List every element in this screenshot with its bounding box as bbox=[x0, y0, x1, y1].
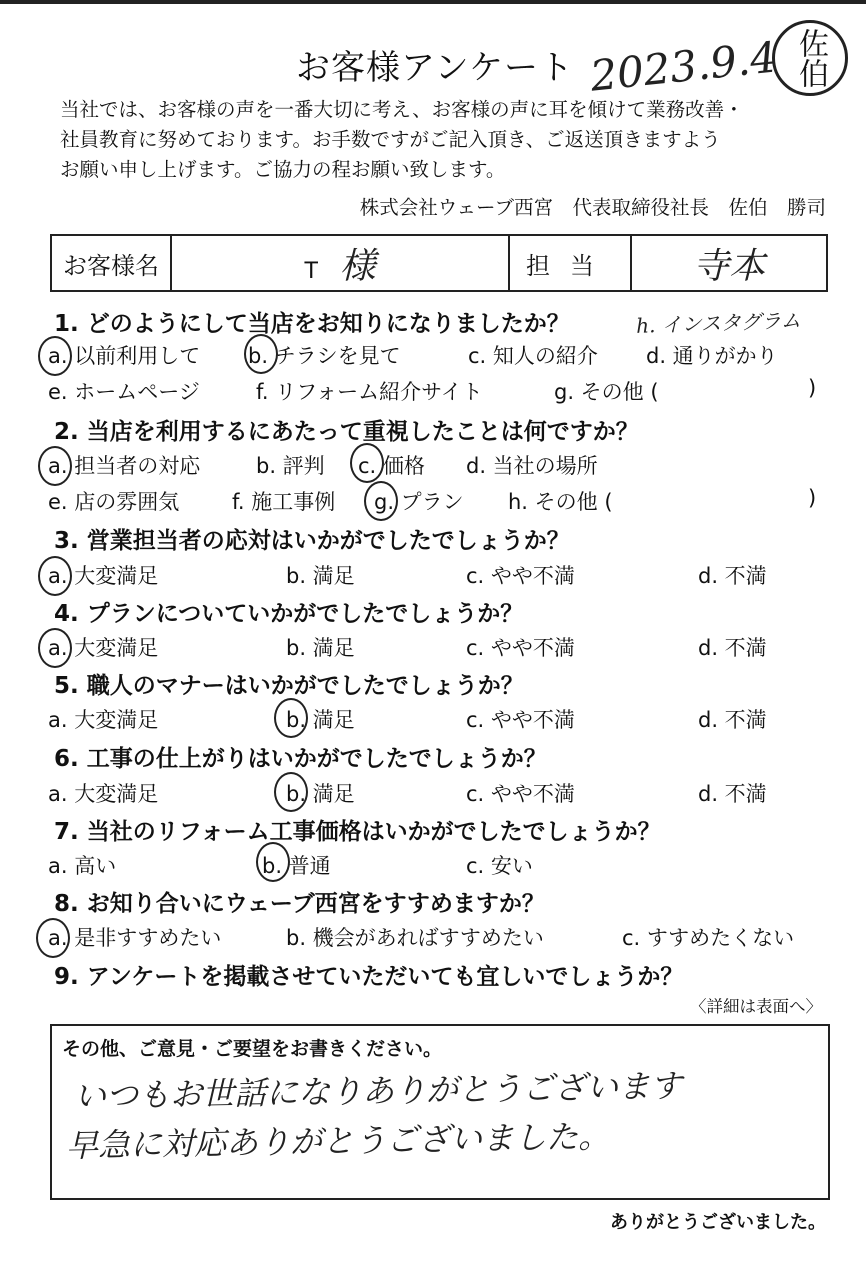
q8-option-c[interactable]: c. すすめたくない bbox=[622, 926, 795, 950]
q3-option-d[interactable]: d. 不満 bbox=[698, 564, 767, 588]
q7-b-circle-mark bbox=[256, 842, 290, 882]
top-border bbox=[0, 0, 866, 4]
q2-option-e[interactable]: e. 店の雰囲気 bbox=[48, 490, 180, 514]
q1-option-d[interactable]: d. 通りがかり bbox=[646, 344, 778, 368]
intro-line: 社員教育に努めております。お手数ですがご記入頂き、ご返送頂きますよう bbox=[60, 128, 721, 151]
staff-name: 寺本 bbox=[692, 245, 765, 287]
q1-close-paren: ) bbox=[808, 376, 817, 400]
q4-option-b[interactable]: b. 満足 bbox=[286, 636, 355, 660]
staff-label: 担当 bbox=[509, 235, 631, 291]
q2-option-f[interactable]: f. 施工事例 bbox=[232, 490, 336, 514]
q2-c-circle-mark bbox=[350, 443, 384, 483]
q6-option-a[interactable]: a. 大変満足 bbox=[48, 782, 159, 806]
q2-option-b[interactable]: b. 評判 bbox=[256, 454, 325, 478]
question-6: 6. 工事の仕上がりはいかがでしたでしょうか？ bbox=[54, 746, 547, 772]
q2-option-d[interactable]: d. 当社の場所 bbox=[466, 454, 598, 478]
q2-option-g[interactable]: g. プラン bbox=[374, 490, 464, 514]
question-3: 3. 営業担当者の応対はいかがでしたでしょうか？ bbox=[54, 528, 570, 554]
handwritten-date: 2023.9.4 bbox=[587, 32, 780, 101]
q4-option-c[interactable]: c. やや不満 bbox=[466, 636, 575, 660]
q4-a-circle-mark bbox=[38, 628, 72, 668]
intro-text bbox=[60, 95, 850, 185]
question-4: 4. プランについていかがでしたでしょうか？ bbox=[54, 601, 524, 627]
question-7: 7. 当社のリフォーム工事価格はいかがでしたでしょうか？ bbox=[54, 819, 661, 845]
q8-option-b[interactable]: b. 機会があればすすめたい bbox=[286, 926, 544, 950]
intro-line: お願い申し上げます。ご協力の程お願い致します。 bbox=[60, 158, 506, 181]
q4-option-a[interactable]: a. 大変満足 bbox=[48, 636, 159, 660]
detail-note: 〈詳細は表面へ〉 bbox=[690, 997, 822, 1016]
q8-option-a[interactable]: a. 是非すすめたい bbox=[48, 926, 222, 950]
q5-option-b[interactable]: b. 満足 bbox=[286, 708, 355, 732]
question-5: 5. 職人のマナーはいかがでしたでしょうか？ bbox=[54, 673, 524, 699]
q6-option-b[interactable]: b. 満足 bbox=[286, 782, 355, 806]
q1-b-circle-mark bbox=[244, 334, 278, 374]
customer-name-field[interactable] bbox=[171, 235, 509, 291]
customer-name-label: お客様名 bbox=[51, 235, 171, 291]
q1-option-f[interactable]: f. リフォーム紹介サイト bbox=[256, 380, 483, 404]
q7-option-c[interactable]: c. 安い bbox=[466, 854, 533, 878]
q7-option-a[interactable]: a. 高い bbox=[48, 854, 117, 878]
q1-option-c[interactable]: c. 知人の紹介 bbox=[468, 344, 598, 368]
page-title: お客様アンケート bbox=[296, 48, 574, 88]
q1-a-circle-mark bbox=[38, 336, 72, 376]
comment-line-1: いつもお世話になりありがとうございます bbox=[73, 1066, 683, 1116]
q2-a-circle-mark bbox=[38, 446, 72, 486]
seal-stamp: 佐伯 bbox=[772, 20, 848, 96]
question-9: 9. アンケートを掲載させていただいても宜しいでしょうか？ bbox=[54, 964, 684, 990]
q5-b-circle-mark bbox=[274, 698, 308, 738]
q8-a-circle-mark bbox=[36, 918, 70, 958]
q2-option-h[interactable]: h. その他 ( bbox=[508, 490, 613, 514]
q6-b-circle-mark bbox=[274, 772, 308, 812]
q2-option-c[interactable]: c. 価格 bbox=[358, 454, 425, 478]
staff-name-field[interactable] bbox=[631, 235, 827, 291]
q6-option-c[interactable]: c. やや不満 bbox=[466, 782, 575, 806]
q5-option-d[interactable]: d. 不満 bbox=[698, 708, 767, 732]
q5-option-a[interactable]: a. 大変満足 bbox=[48, 708, 159, 732]
customer-initial: T bbox=[304, 258, 318, 284]
q1-option-e[interactable]: e. ホームページ bbox=[48, 380, 200, 404]
q3-a-circle-mark bbox=[38, 556, 72, 596]
comment-label: その他、ご意見・ご要望をお書きください。 bbox=[62, 1038, 443, 1060]
customer-suffix: 様 bbox=[339, 245, 376, 287]
question-2: 2. 当店を利用するにあたって重視したことは何ですか？ bbox=[54, 419, 639, 445]
q6-option-d[interactable]: d. 不満 bbox=[698, 782, 767, 806]
q1-option-g[interactable]: g. その他 ( bbox=[554, 380, 659, 404]
question-8: 8. お知り合いにウェーブ西宮をすすめますか？ bbox=[54, 891, 545, 917]
q4-option-d[interactable]: d. 不満 bbox=[698, 636, 767, 660]
q1-option-b[interactable]: b. チラシを見て bbox=[248, 344, 401, 368]
q3-option-a[interactable]: a. 大変満足 bbox=[48, 564, 159, 588]
q3-option-c[interactable]: c. やや不満 bbox=[466, 564, 575, 588]
question-1: 1. どのようにして当店をお知りになりましたか？ bbox=[54, 311, 570, 337]
q1-handwritten-note: h. インスタグラム bbox=[635, 308, 802, 338]
footer-thanks: ありがとうございました。 bbox=[610, 1212, 826, 1233]
customer-info-table bbox=[50, 234, 828, 292]
q7-option-b[interactable]: b. 普通 bbox=[262, 854, 331, 878]
company-signature: 株式会社ウェーブ西宮 代表取締役社長 佐伯 勝司 bbox=[359, 196, 826, 219]
comment-box[interactable] bbox=[50, 1024, 830, 1200]
q2-g-circle-mark bbox=[364, 481, 398, 521]
q1-option-a[interactable]: a. 以前利用して bbox=[48, 344, 201, 368]
intro-line: 当社では、お客様の声を一番大切に考え、お客様の声に耳を傾けて業務改善・ bbox=[60, 98, 744, 121]
q5-option-c[interactable]: c. やや不満 bbox=[466, 708, 575, 732]
comment-line-2: 早急に対応ありがとうございました。 bbox=[65, 1117, 611, 1165]
q2-close-paren: ) bbox=[808, 486, 817, 510]
q3-option-b[interactable]: b. 満足 bbox=[286, 564, 355, 588]
q2-option-a[interactable]: a. 担当者の対応 bbox=[48, 454, 201, 478]
